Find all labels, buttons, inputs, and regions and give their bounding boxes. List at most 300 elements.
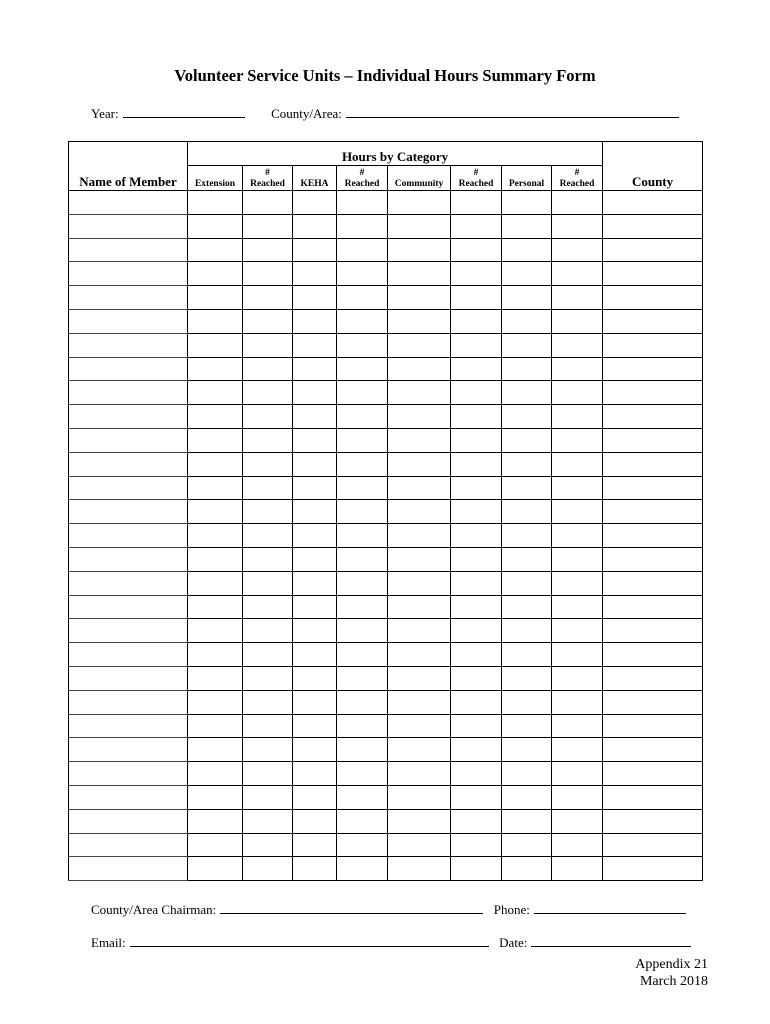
hours-cell[interactable] bbox=[552, 405, 603, 429]
hours-cell[interactable] bbox=[552, 619, 603, 643]
hours-cell[interactable] bbox=[502, 238, 552, 262]
hours-cell[interactable] bbox=[337, 524, 388, 548]
hours-cell[interactable] bbox=[188, 547, 243, 571]
county-cell[interactable] bbox=[603, 785, 703, 809]
hours-cell[interactable] bbox=[337, 833, 388, 857]
hours-cell[interactable] bbox=[451, 571, 502, 595]
county-cell[interactable] bbox=[603, 857, 703, 881]
hours-cell[interactable] bbox=[243, 785, 293, 809]
member-name-cell[interactable] bbox=[69, 452, 188, 476]
hours-cell[interactable] bbox=[502, 428, 552, 452]
hours-cell[interactable] bbox=[552, 214, 603, 238]
hours-cell[interactable] bbox=[502, 809, 552, 833]
hours-cell[interactable] bbox=[243, 690, 293, 714]
hours-cell[interactable] bbox=[243, 833, 293, 857]
hours-cell[interactable] bbox=[451, 476, 502, 500]
hours-cell[interactable] bbox=[293, 785, 337, 809]
hours-cell[interactable] bbox=[188, 357, 243, 381]
county-cell[interactable] bbox=[603, 309, 703, 333]
hours-cell[interactable] bbox=[293, 643, 337, 667]
hours-cell[interactable] bbox=[243, 619, 293, 643]
table-row bbox=[69, 547, 703, 571]
member-name-cell[interactable] bbox=[69, 595, 188, 619]
county-cell[interactable] bbox=[603, 595, 703, 619]
hours-cell[interactable] bbox=[502, 619, 552, 643]
hours-cell[interactable] bbox=[502, 738, 552, 762]
member-name-cell[interactable] bbox=[69, 191, 188, 215]
hours-cell[interactable] bbox=[502, 666, 552, 690]
hours-cell[interactable] bbox=[502, 452, 552, 476]
hours-cell[interactable] bbox=[552, 524, 603, 548]
hours-cell[interactable] bbox=[552, 833, 603, 857]
county-cell[interactable] bbox=[603, 214, 703, 238]
county-cell[interactable] bbox=[603, 524, 703, 548]
hours-cell[interactable] bbox=[243, 714, 293, 738]
hours-cell[interactable] bbox=[451, 262, 502, 286]
hours-cell[interactable] bbox=[243, 428, 293, 452]
member-name-cell[interactable] bbox=[69, 238, 188, 262]
hours-cell[interactable] bbox=[337, 476, 388, 500]
hours-cell[interactable] bbox=[293, 357, 337, 381]
hours-cell[interactable] bbox=[293, 666, 337, 690]
hours-cell[interactable] bbox=[552, 286, 603, 310]
hours-cell[interactable] bbox=[293, 238, 337, 262]
hours-cell[interactable] bbox=[388, 286, 451, 310]
hours-cell[interactable] bbox=[552, 381, 603, 405]
county-cell[interactable] bbox=[603, 262, 703, 286]
hours-cell[interactable] bbox=[337, 643, 388, 667]
hours-cell[interactable] bbox=[243, 452, 293, 476]
member-name-cell[interactable] bbox=[69, 809, 188, 833]
hours-cell[interactable] bbox=[388, 571, 451, 595]
hours-cell[interactable] bbox=[388, 547, 451, 571]
hours-cell[interactable] bbox=[243, 357, 293, 381]
county-cell[interactable] bbox=[603, 833, 703, 857]
hours-cell[interactable] bbox=[451, 214, 502, 238]
hours-cell[interactable] bbox=[243, 666, 293, 690]
hours-cell[interactable] bbox=[502, 214, 552, 238]
hours-cell[interactable] bbox=[451, 500, 502, 524]
hours-cell[interactable] bbox=[502, 500, 552, 524]
hours-cell[interactable] bbox=[188, 214, 243, 238]
hours-cell[interactable] bbox=[243, 476, 293, 500]
hours-cell[interactable] bbox=[188, 524, 243, 548]
hours-cell[interactable] bbox=[293, 524, 337, 548]
hours-cell[interactable] bbox=[502, 690, 552, 714]
hours-cell[interactable] bbox=[293, 191, 337, 215]
hours-cell[interactable] bbox=[243, 571, 293, 595]
hours-cell[interactable] bbox=[337, 428, 388, 452]
hours-cell[interactable] bbox=[188, 571, 243, 595]
hours-cell[interactable] bbox=[243, 500, 293, 524]
county-cell[interactable] bbox=[603, 666, 703, 690]
hours-cell[interactable] bbox=[502, 714, 552, 738]
county-cell[interactable] bbox=[603, 286, 703, 310]
hours-cell[interactable] bbox=[388, 643, 451, 667]
email-field[interactable] bbox=[130, 934, 489, 947]
hours-cell[interactable] bbox=[337, 500, 388, 524]
hours-cell[interactable] bbox=[243, 762, 293, 786]
hours-cell[interactable] bbox=[243, 595, 293, 619]
hours-cell[interactable] bbox=[388, 785, 451, 809]
hours-cell[interactable] bbox=[552, 571, 603, 595]
hours-cell[interactable] bbox=[388, 738, 451, 762]
member-name-cell[interactable] bbox=[69, 524, 188, 548]
hours-cell[interactable] bbox=[243, 547, 293, 571]
county-cell[interactable] bbox=[603, 405, 703, 429]
date-field[interactable] bbox=[531, 934, 691, 947]
hours-cell[interactable] bbox=[188, 785, 243, 809]
hours-cell[interactable] bbox=[552, 738, 603, 762]
hours-cell[interactable] bbox=[337, 762, 388, 786]
hours-cell[interactable] bbox=[188, 452, 243, 476]
hours-cell[interactable] bbox=[293, 500, 337, 524]
hours-cell[interactable] bbox=[552, 785, 603, 809]
hours-cell[interactable] bbox=[293, 809, 337, 833]
hours-cell[interactable] bbox=[388, 762, 451, 786]
hours-cell[interactable] bbox=[337, 595, 388, 619]
hours-cell[interactable] bbox=[451, 309, 502, 333]
hours-cell[interactable] bbox=[293, 714, 337, 738]
member-name-cell[interactable] bbox=[69, 619, 188, 643]
hours-cell[interactable] bbox=[502, 286, 552, 310]
hours-cell[interactable] bbox=[502, 643, 552, 667]
hours-cell[interactable] bbox=[552, 690, 603, 714]
hours-cell[interactable] bbox=[337, 405, 388, 429]
hours-cell[interactable] bbox=[388, 476, 451, 500]
hours-cell[interactable] bbox=[293, 762, 337, 786]
hours-cell[interactable] bbox=[188, 666, 243, 690]
hours-cell[interactable] bbox=[243, 238, 293, 262]
hours-cell[interactable] bbox=[243, 262, 293, 286]
hours-cell[interactable] bbox=[552, 309, 603, 333]
hours-cell[interactable] bbox=[188, 476, 243, 500]
member-name-cell[interactable] bbox=[69, 666, 188, 690]
hours-cell[interactable] bbox=[388, 666, 451, 690]
county-cell[interactable] bbox=[603, 357, 703, 381]
hours-cell[interactable] bbox=[337, 452, 388, 476]
hours-cell[interactable] bbox=[293, 547, 337, 571]
hours-cell[interactable] bbox=[451, 191, 502, 215]
hours-cell[interactable] bbox=[337, 666, 388, 690]
hours-cell[interactable] bbox=[188, 690, 243, 714]
hours-cell[interactable] bbox=[552, 714, 603, 738]
hours-cell[interactable] bbox=[451, 428, 502, 452]
hours-cell[interactable] bbox=[188, 619, 243, 643]
hours-cell[interactable] bbox=[293, 381, 337, 405]
hours-cell[interactable] bbox=[502, 762, 552, 786]
hours-cell[interactable] bbox=[188, 643, 243, 667]
hours-cell[interactable] bbox=[552, 857, 603, 881]
hours-cell[interactable] bbox=[451, 357, 502, 381]
hours-cell[interactable] bbox=[388, 452, 451, 476]
hours-cell[interactable] bbox=[502, 785, 552, 809]
member-name-cell[interactable] bbox=[69, 286, 188, 310]
hours-cell[interactable] bbox=[552, 476, 603, 500]
hours-cell[interactable] bbox=[502, 405, 552, 429]
county-cell[interactable] bbox=[603, 333, 703, 357]
county-cell[interactable] bbox=[603, 452, 703, 476]
column-hash-symbol: # bbox=[265, 168, 270, 178]
hours-cell[interactable] bbox=[552, 357, 603, 381]
hours-cell[interactable] bbox=[502, 524, 552, 548]
hours-cell[interactable] bbox=[293, 857, 337, 881]
hours-cell[interactable] bbox=[188, 381, 243, 405]
county-cell[interactable] bbox=[603, 547, 703, 571]
hours-cell[interactable] bbox=[243, 191, 293, 215]
hours-cell[interactable] bbox=[388, 833, 451, 857]
hours-cell[interactable] bbox=[552, 428, 603, 452]
phone-field[interactable] bbox=[534, 901, 686, 914]
hours-cell[interactable] bbox=[451, 714, 502, 738]
hours-cell[interactable] bbox=[388, 428, 451, 452]
hours-cell[interactable] bbox=[388, 262, 451, 286]
hours-cell[interactable] bbox=[502, 571, 552, 595]
hours-cell[interactable] bbox=[293, 214, 337, 238]
hours-cell[interactable] bbox=[293, 619, 337, 643]
hours-cell[interactable] bbox=[337, 857, 388, 881]
member-name-cell[interactable] bbox=[69, 738, 188, 762]
hours-cell[interactable] bbox=[388, 500, 451, 524]
hours-cell[interactable] bbox=[188, 428, 243, 452]
hours-cell[interactable] bbox=[502, 333, 552, 357]
county-cell[interactable] bbox=[603, 738, 703, 762]
hours-cell[interactable] bbox=[388, 214, 451, 238]
hours-cell[interactable] bbox=[552, 666, 603, 690]
hours-cell[interactable] bbox=[243, 286, 293, 310]
county-cell[interactable] bbox=[603, 619, 703, 643]
hours-cell[interactable] bbox=[188, 833, 243, 857]
hours-cell[interactable] bbox=[388, 595, 451, 619]
hours-cell[interactable] bbox=[243, 857, 293, 881]
hours-cell[interactable] bbox=[293, 428, 337, 452]
hours-cell[interactable] bbox=[388, 333, 451, 357]
hours-cell[interactable] bbox=[188, 857, 243, 881]
hours-cell[interactable] bbox=[337, 785, 388, 809]
hours-cell[interactable] bbox=[502, 357, 552, 381]
hours-cell[interactable] bbox=[451, 595, 502, 619]
county-cell[interactable] bbox=[603, 191, 703, 215]
hours-cell[interactable] bbox=[388, 405, 451, 429]
hours-cell[interactable] bbox=[337, 238, 388, 262]
hours-cell[interactable] bbox=[388, 524, 451, 548]
hours-cell[interactable] bbox=[388, 857, 451, 881]
member-name-cell[interactable] bbox=[69, 381, 188, 405]
hours-cell[interactable] bbox=[243, 214, 293, 238]
hours-cell[interactable] bbox=[188, 262, 243, 286]
hours-cell[interactable] bbox=[188, 595, 243, 619]
county-cell[interactable] bbox=[603, 428, 703, 452]
hours-cell[interactable] bbox=[188, 405, 243, 429]
hours-cell[interactable] bbox=[388, 381, 451, 405]
hours-cell[interactable] bbox=[188, 738, 243, 762]
hours-cell[interactable] bbox=[293, 309, 337, 333]
member-name-cell[interactable] bbox=[69, 333, 188, 357]
hours-cell[interactable] bbox=[502, 857, 552, 881]
hours-cell[interactable] bbox=[188, 286, 243, 310]
member-name-cell[interactable] bbox=[69, 785, 188, 809]
hours-cell[interactable] bbox=[293, 452, 337, 476]
hours-cell[interactable] bbox=[451, 857, 502, 881]
hours-cell[interactable] bbox=[337, 547, 388, 571]
hours-cell[interactable] bbox=[502, 833, 552, 857]
member-name-cell[interactable] bbox=[69, 714, 188, 738]
member-name-cell[interactable] bbox=[69, 476, 188, 500]
hours-cell[interactable] bbox=[388, 809, 451, 833]
hours-cell[interactable] bbox=[293, 595, 337, 619]
chairman-field[interactable] bbox=[220, 901, 483, 914]
hours-cell[interactable] bbox=[337, 714, 388, 738]
member-name-cell[interactable] bbox=[69, 357, 188, 381]
county-cell[interactable] bbox=[603, 714, 703, 738]
hours-cell[interactable] bbox=[388, 714, 451, 738]
hours-cell[interactable] bbox=[388, 191, 451, 215]
hours-cell[interactable] bbox=[451, 333, 502, 357]
member-name-cell[interactable] bbox=[69, 571, 188, 595]
hours-cell[interactable] bbox=[188, 500, 243, 524]
hours-cell[interactable] bbox=[337, 286, 388, 310]
hours-cell[interactable] bbox=[337, 809, 388, 833]
county-cell[interactable] bbox=[603, 690, 703, 714]
hours-cell[interactable] bbox=[337, 191, 388, 215]
table-row bbox=[69, 833, 703, 857]
hours-cell[interactable] bbox=[188, 809, 243, 833]
county-cell[interactable] bbox=[603, 809, 703, 833]
hours-cell[interactable] bbox=[337, 333, 388, 357]
hours-cell[interactable] bbox=[451, 381, 502, 405]
hours-cell[interactable] bbox=[188, 238, 243, 262]
hours-cell[interactable] bbox=[243, 405, 293, 429]
county-cell[interactable] bbox=[603, 762, 703, 786]
hours-cell[interactable] bbox=[552, 547, 603, 571]
member-name-cell[interactable] bbox=[69, 428, 188, 452]
hours-cell[interactable] bbox=[293, 333, 337, 357]
hours-cell[interactable] bbox=[451, 643, 502, 667]
hours-cell[interactable] bbox=[293, 476, 337, 500]
hours-cell[interactable] bbox=[451, 286, 502, 310]
hours-cell[interactable] bbox=[451, 666, 502, 690]
member-name-cell[interactable] bbox=[69, 262, 188, 286]
member-name-cell[interactable] bbox=[69, 762, 188, 786]
hours-cell[interactable] bbox=[552, 762, 603, 786]
hours-cell[interactable] bbox=[188, 309, 243, 333]
hours-cell[interactable] bbox=[388, 690, 451, 714]
hours-cell[interactable] bbox=[451, 547, 502, 571]
hours-cell[interactable] bbox=[293, 690, 337, 714]
hours-cell[interactable] bbox=[337, 738, 388, 762]
year-field[interactable] bbox=[123, 105, 245, 118]
hours-cell[interactable] bbox=[293, 286, 337, 310]
hours-cell[interactable] bbox=[243, 524, 293, 548]
hours-cell[interactable] bbox=[243, 381, 293, 405]
hours-cell[interactable] bbox=[388, 619, 451, 643]
hours-cell[interactable] bbox=[451, 690, 502, 714]
member-name-cell[interactable] bbox=[69, 405, 188, 429]
hours-cell[interactable] bbox=[337, 619, 388, 643]
county-cell[interactable] bbox=[603, 571, 703, 595]
hours-cell[interactable] bbox=[552, 643, 603, 667]
hours-cell[interactable] bbox=[337, 309, 388, 333]
hours-cell[interactable] bbox=[188, 333, 243, 357]
hours-cell[interactable] bbox=[337, 214, 388, 238]
member-name-cell[interactable] bbox=[69, 547, 188, 571]
hours-cell[interactable] bbox=[337, 357, 388, 381]
hours-cell[interactable] bbox=[451, 809, 502, 833]
member-name-cell[interactable] bbox=[69, 643, 188, 667]
hours-cell[interactable] bbox=[337, 381, 388, 405]
hours-cell[interactable] bbox=[243, 643, 293, 667]
hours-cell[interactable] bbox=[188, 714, 243, 738]
hours-cell[interactable] bbox=[552, 500, 603, 524]
hours-cell[interactable] bbox=[451, 405, 502, 429]
hours-cell[interactable] bbox=[337, 262, 388, 286]
hours-cell[interactable] bbox=[451, 619, 502, 643]
hours-cell[interactable] bbox=[502, 595, 552, 619]
hours-cell[interactable] bbox=[552, 452, 603, 476]
county-cell[interactable] bbox=[603, 476, 703, 500]
member-name-cell[interactable] bbox=[69, 690, 188, 714]
hours-cell[interactable] bbox=[243, 309, 293, 333]
hours-cell[interactable] bbox=[388, 357, 451, 381]
county-cell[interactable] bbox=[603, 500, 703, 524]
hours-cell[interactable] bbox=[337, 571, 388, 595]
hours-cell[interactable] bbox=[502, 191, 552, 215]
hours-cell[interactable] bbox=[451, 452, 502, 476]
hours-cell[interactable] bbox=[451, 524, 502, 548]
county-cell[interactable] bbox=[603, 643, 703, 667]
email-label: Email: bbox=[91, 935, 126, 950]
member-name-cell[interactable] bbox=[69, 214, 188, 238]
hours-cell[interactable] bbox=[293, 833, 337, 857]
hours-cell[interactable] bbox=[337, 690, 388, 714]
hours-cell[interactable] bbox=[502, 309, 552, 333]
county-cell[interactable] bbox=[603, 381, 703, 405]
hours-cell[interactable] bbox=[388, 309, 451, 333]
hours-cell[interactable] bbox=[293, 262, 337, 286]
member-name-cell[interactable] bbox=[69, 857, 188, 881]
hours-cell[interactable] bbox=[293, 738, 337, 762]
hours-cell[interactable] bbox=[502, 381, 552, 405]
hours-cell[interactable] bbox=[552, 595, 603, 619]
hours-cell[interactable] bbox=[243, 809, 293, 833]
hours-cell[interactable] bbox=[552, 238, 603, 262]
hours-cell[interactable] bbox=[552, 191, 603, 215]
hours-cell[interactable] bbox=[451, 738, 502, 762]
hours-cell[interactable] bbox=[502, 547, 552, 571]
member-name-cell[interactable] bbox=[69, 309, 188, 333]
hours-cell[interactable] bbox=[243, 738, 293, 762]
member-name-cell[interactable] bbox=[69, 500, 188, 524]
hours-cell[interactable] bbox=[552, 262, 603, 286]
member-name-cell[interactable] bbox=[69, 833, 188, 857]
hours-cell[interactable] bbox=[451, 785, 502, 809]
county-cell[interactable] bbox=[603, 238, 703, 262]
hours-cell[interactable] bbox=[188, 191, 243, 215]
hours-cell[interactable] bbox=[451, 238, 502, 262]
hours-cell[interactable] bbox=[502, 262, 552, 286]
hours-cell[interactable] bbox=[243, 333, 293, 357]
hours-cell[interactable] bbox=[552, 809, 603, 833]
hours-cell[interactable] bbox=[293, 571, 337, 595]
hours-cell[interactable] bbox=[451, 833, 502, 857]
hours-cell[interactable] bbox=[188, 762, 243, 786]
hours-cell[interactable] bbox=[451, 762, 502, 786]
hours-cell[interactable] bbox=[552, 333, 603, 357]
hours-cell[interactable] bbox=[388, 238, 451, 262]
hours-cell[interactable] bbox=[293, 405, 337, 429]
county-area-field[interactable] bbox=[346, 105, 679, 118]
hours-cell[interactable] bbox=[502, 476, 552, 500]
